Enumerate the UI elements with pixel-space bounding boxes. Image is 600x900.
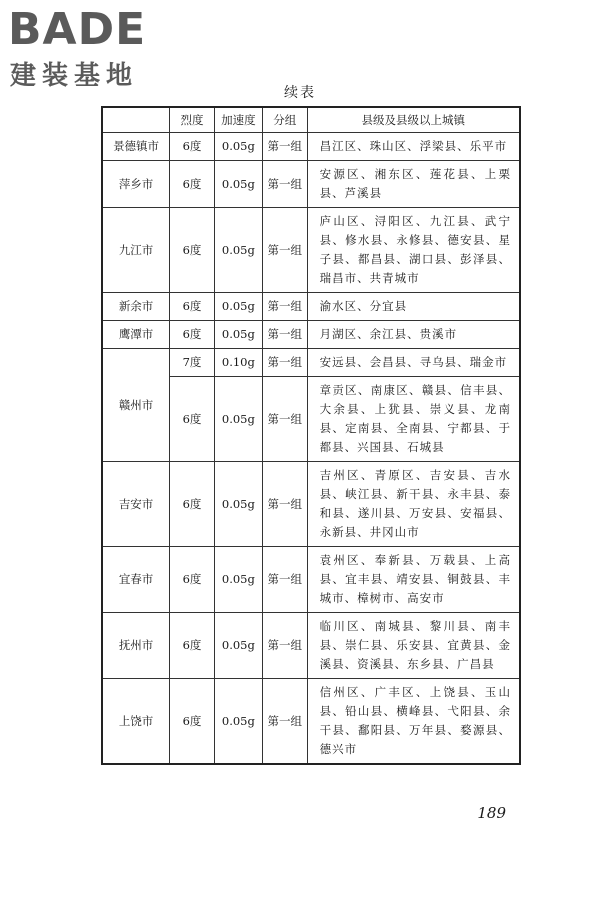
table-row [102, 462, 520, 547]
table-row [102, 547, 520, 613]
acceleration-cell: 0.05g [214, 547, 262, 613]
city-cell: 新余市 [102, 293, 170, 321]
intensity-cell: 6度 [170, 613, 215, 679]
page-number: 189 [477, 804, 506, 822]
counties-cell: 昌江区、珠山区、浮梁县、乐平市 [307, 133, 520, 161]
city-cell: 抚州市 [102, 613, 170, 679]
acceleration-cell: 0.05g [214, 377, 262, 462]
table-row [102, 679, 520, 765]
counties-cell: 安源区、湘东区、莲花县、上栗县、芦溪县 [307, 161, 520, 208]
table-header-row [102, 107, 520, 133]
group-cell: 第一组 [262, 462, 307, 547]
group-cell: 第一组 [262, 208, 307, 293]
counties-cell: 安远县、会昌县、寻乌县、瑞金市 [307, 349, 520, 377]
table-row [102, 133, 520, 161]
acceleration-cell: 0.05g [214, 293, 262, 321]
header-city [102, 107, 170, 133]
city-cell: 吉安市 [102, 462, 170, 547]
group-cell: 第一组 [262, 133, 307, 161]
acceleration-cell: 0.10g [214, 349, 262, 377]
table-row [102, 349, 520, 377]
city-cell: 景德镇市 [102, 133, 170, 161]
logo-subtitle: 建装基地 [10, 61, 139, 91]
city-cell: 九江市 [102, 208, 170, 293]
group-cell: 第一组 [262, 613, 307, 679]
group-cell: 第一组 [262, 321, 307, 349]
intensity-cell: 6度 [170, 547, 215, 613]
counties-cell: 吉州区、青原区、吉安县、吉水县、峡江县、新干县、永丰县、泰和县、遂川县、万安县、安福县、永新县、井冈山市 [307, 462, 520, 547]
acceleration-cell: 0.05g [214, 462, 262, 547]
intensity-cell: 7度 [170, 349, 215, 377]
table-row [102, 208, 520, 293]
acceleration-cell: 0.05g [214, 133, 262, 161]
counties-cell: 信州区、广丰区、上饶县、玉山县、铅山县、横峰县、弋阳县、余干县、鄱阳县、万年县、婺源县、德兴市 [307, 679, 520, 765]
acceleration-cell: 0.05g [214, 161, 262, 208]
acceleration-cell: 0.05g [214, 208, 262, 293]
intensity-cell: 6度 [170, 377, 215, 462]
city-cell: 萍乡市 [102, 161, 170, 208]
counties-cell: 临川区、南城县、黎川县、南丰县、崇仁县、乐安县、宜黄县、金溪县、资溪县、东乡县、广昌县 [307, 613, 520, 679]
header-intensity: 烈度 [170, 107, 215, 133]
group-cell: 第一组 [262, 293, 307, 321]
intensity-cell: 6度 [170, 161, 215, 208]
header-counties: 县级及县级以上城镇 [307, 107, 520, 133]
table-row [102, 613, 520, 679]
table-row [102, 321, 520, 349]
city-cell: 赣州市 [102, 349, 170, 462]
header-acceleration: 加速度 [214, 107, 262, 133]
counties-cell: 渝水区、分宜县 [307, 293, 520, 321]
group-cell: 第一组 [262, 547, 307, 613]
table-row [102, 293, 520, 321]
counties-cell: 月湖区、余江县、贵溪市 [307, 321, 520, 349]
intensity-cell: 6度 [170, 208, 215, 293]
group-cell: 第一组 [262, 679, 307, 765]
acceleration-cell: 0.05g [214, 613, 262, 679]
intensity-cell: 6度 [170, 133, 215, 161]
counties-cell: 袁州区、奉新县、万载县、上高县、宜丰县、靖安县、铜鼓县、丰城市、樟树市、高安市 [307, 547, 520, 613]
intensity-cell: 6度 [170, 293, 215, 321]
counties-cell: 章贡区、南康区、赣县、信丰县、大余县、上犹县、崇义县、龙南县、定南县、全南县、宁都县、于都县、兴国县、石城县 [307, 377, 520, 462]
acceleration-cell: 0.05g [214, 321, 262, 349]
group-cell: 第一组 [262, 377, 307, 462]
city-cell: 宜春市 [102, 547, 170, 613]
logo-wordmark: BADE [8, 4, 147, 55]
acceleration-cell: 0.05g [214, 679, 262, 765]
intensity-cell: 6度 [170, 462, 215, 547]
intensity-cell: 6度 [170, 321, 215, 349]
seismic-table [101, 106, 521, 765]
counties-cell: 庐山区、浔阳区、九江县、武宁县、修水县、永修县、德安县、星子县、都昌县、湖口县、彭泽县、瑞昌市、共青城市 [307, 208, 520, 293]
table-caption: 续表 [284, 85, 316, 101]
header-group: 分组 [262, 107, 307, 133]
group-cell: 第一组 [262, 349, 307, 377]
group-cell: 第一组 [262, 161, 307, 208]
city-cell: 鹰潭市 [102, 321, 170, 349]
table-row [102, 161, 520, 208]
intensity-cell: 6度 [170, 679, 215, 765]
city-cell: 上饶市 [102, 679, 170, 765]
